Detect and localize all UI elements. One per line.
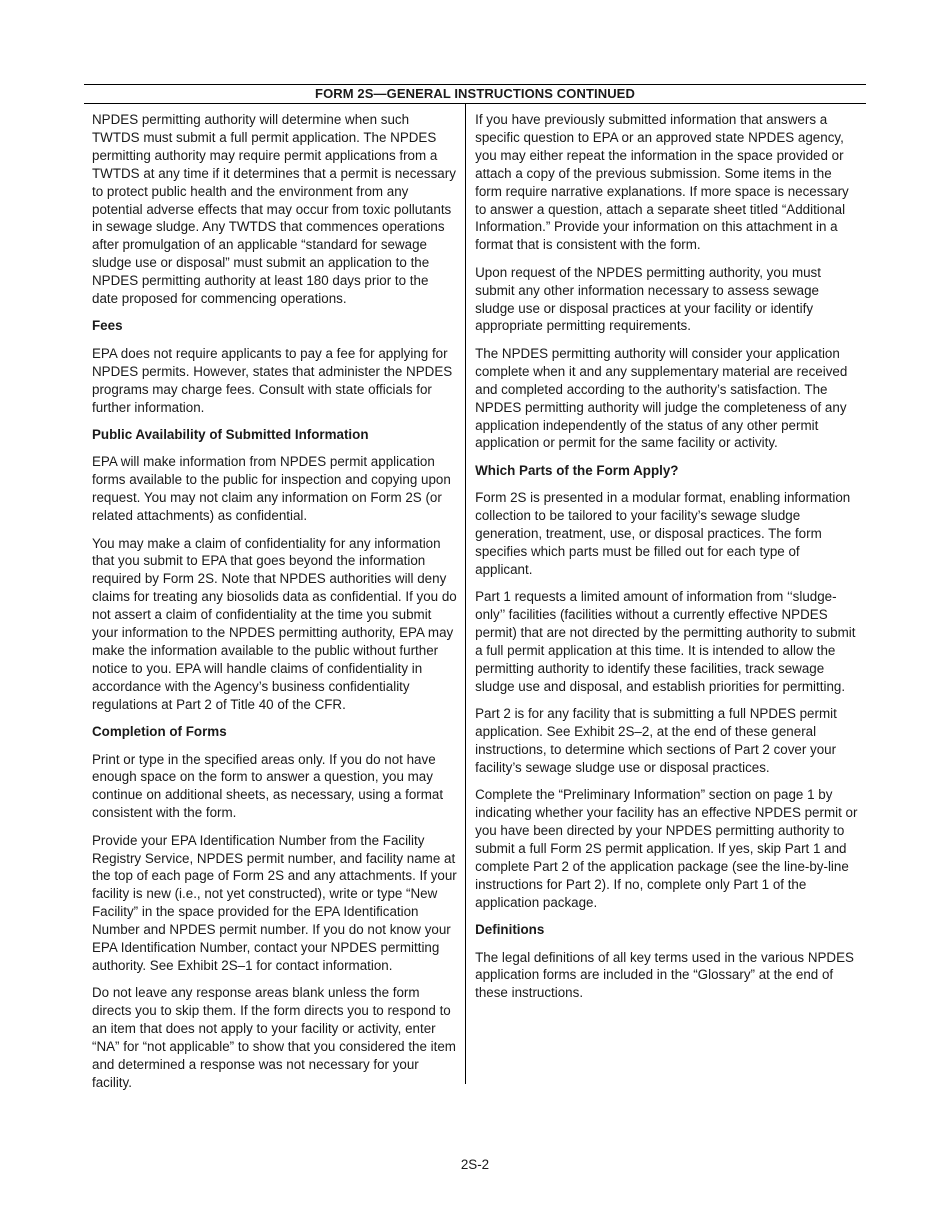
public-availability-heading: Public Availability of Submitted Information [92,427,369,442]
fees-heading: Fees [92,318,123,334]
parts-paragraph-4: Complete the “Preliminary Information” section on page 1 by indicating whether your facility has an effective NPDES permit or you have been directed by your NPDES permitting authority to submit a full Form 2S permit application. If yes, skip Part 1 and complete Part 2 of the application package (see the line-by-line instructions for Part 2). If no, complete only Part 1 of the application package. [475,787,858,910]
parts-paragraph-3: Part 2 is for any facility that is submitting a full NPDES permit application. See Exhibit 2S–2, at the end of these general instructions, to determine which sections of Part 2 cover your facility’s sewage sludge use or disposal practices. [475,706,837,775]
fees-paragraph: EPA does not require applicants to pay a fee for applying for NPDES permits. However, states that administer the NPDES programs may charge fees. Consult with state officials for further information. [92,345,453,415]
left-column [84,104,466,1090]
intro-paragraph: NPDES permitting authority will determine when such TWTDS must submit a full permit application. The NPDES permitting authority may require permit applications from a TWTDS at any time if it determines that a permit is necessary to protect public health and the environment from any potential adverse effects that may occur from toxic pollutants in sewage sludge. Any TWTDS that commences operations after promulgation of an applicable “standard for sewage sludge use or disposal” must submit an application to the NPDES permitting authority at least 180 days prior to the date proposed for commencing operations. [92,112,456,307]
completeness-paragraph: The NPDES permitting authority will consider your application complete when it and any supplementary material are received and completed according to the authority’s satisfaction. The NPDES permitting authority will judge the completeness of any application independently of the status of any other permit application or permit for the same facility or activity. [475,345,848,451]
completion-paragraph-1: Print or type in the specified areas only. If you do not have enough space on the form to answer a question, you may continue on additional sheets, as necessary, using a format consistent with the form. [92,751,444,821]
which-parts-heading: Which Parts of the Form Apply? [475,462,679,478]
definitions-heading: Definitions [475,922,545,938]
definitions-paragraph: The legal definitions of all key terms used in the various NPDES application forms are included in the “Glossary” at the end of these instructions. [475,949,854,1001]
public-availability-paragraph-1: EPA will make information from NPDES permit application forms available to the public for inspection and copying upon request. You may not claim any information on Form 2S (or related attachments) as confidential. [92,454,451,524]
document-page [84,84,866,1090]
upon-request-paragraph: Upon request of the NPDES permitting authority, you must submit any other information necessary to assess sewage sludge use or disposal practices at your facility or identify appropriate permitting requirements. [475,264,821,334]
completion-paragraph-2: Provide your EPA Identification Number from the Facility Registry Service, NPDES permit number, and facility name at the top of each page of Form 2S and any attachments. If your facility is new (i.e., not yet constructed), write or type “New Facility” in the space provided for the EPA Identification Number and NPDES permit number. If you do not know your EPA Identification Number, contact your NPDES permitting authority. See Exhibit 2S–1 for contact information. [92,832,457,973]
right-column [466,104,866,1084]
two-column-body [84,104,866,1090]
completion-of-forms-heading: Completion of Forms [92,724,227,740]
form-section-header: FORM 2S—GENERAL INSTRUCTIONS CONTINUED [84,84,866,104]
parts-paragraph-1: Form 2S is presented in a modular format, enabling information collection to be tailored to your facility’s sewage sludge generation, treatment, use, or disposal practices. The form specifies which parts must be filled out for each type of applicant. [475,490,851,577]
completion-paragraph-3: Do not leave any response areas blank unless the form directs you to skip them. If the form directs you to respond to an item that does not apply to your facility or activity, enter “NA” for “not applicable” to show that you considered the item and determined a response was not necessary for your facility. [92,985,456,1090]
previous-submission-paragraph: If you have previously submitted information that answers a specific question to EPA or an approved state NPDES agency, you may either repeat the information in the space provided or attach a copy of the previous submission. Some items in the form require narrative explanations. If more space is necessary to answer a question, attach a separate sheet titled “Additional Information.” Provide your information on this attachment in a format that is consistent with the form. [475,112,849,253]
parts-paragraph-2: Part 1 requests a limited amount of information from ‘‘sludge-only’’ facilities (facilities without a currently effective NPDES permit) that are not directed by the permitting authority to submit a full permit application at this time. It is intended to allow the permitting authority to identify these facilities, track sewage sludge use and disposal, and establish priorities for permitting. [475,589,856,694]
public-availability-paragraph-2: You may make a claim of confidentiality for any information that you submit to EPA that goes beyond the information required by Form 2S. Note that NPDES authorities will deny claims for treating any biosolids data as confidential. If you do not assert a claim of confidentiality at the time you submit your information to the NPDES permitting authority, EPA may make the information available to the public without further notice to you. EPA will handle claims of confidentiality in accordance with the Agency’s business confidentiality regulations at Part 2 of Title 40 of the CFR. [92,535,457,712]
page-number: 2S-2 [460,1157,490,1172]
